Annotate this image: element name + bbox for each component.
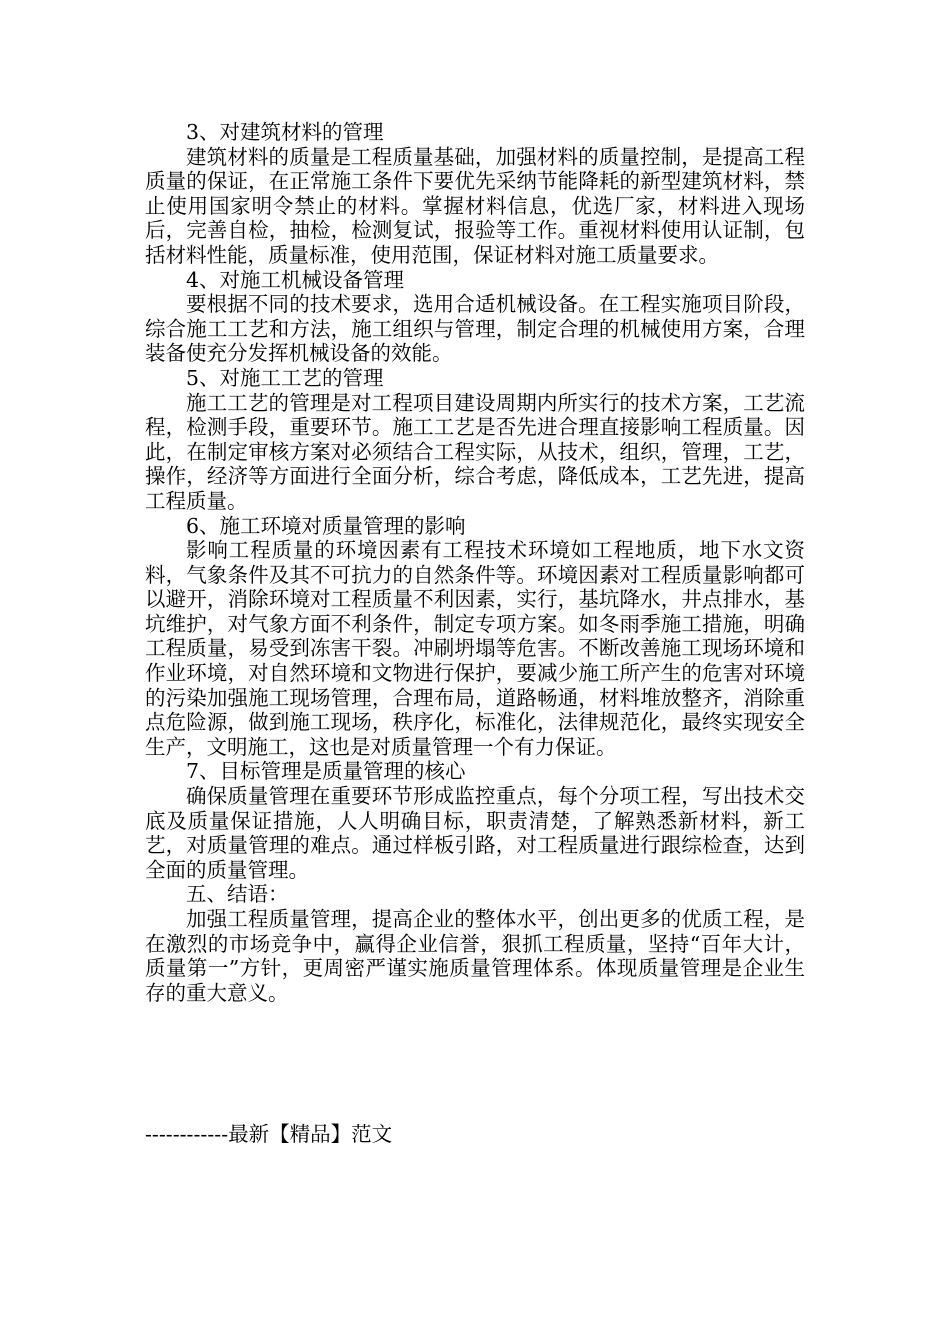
section-heading-6: 6、施工环境对质量管理的影响 bbox=[186, 513, 466, 538]
section-heading-4: 4、对施工机械设备管理 bbox=[186, 267, 405, 292]
section-paragraph-4: 要根据不同的技术要求，选用合适机械设备。在工程实施项目阶段，综合施工工艺和方法，施工组织与管理，制定合理的机械使用方案，合理装备使充分发挥机械设备的效能。 bbox=[145, 292, 805, 366]
section-paragraph-6: 影响工程质量的环境因素有工程技术环境如工程地质，地下水文资料，气象条件及其不可抗力的自然条件等。环境因素对工程质量影响都可以避开，消除环境对工程质量不利因素，实行，基坑降水，井点排水，基坑维护，对气象方面不利条件，制定专项方案。如冬雨季施工措施，明确工程质量，易受到冻害干裂。冲刷坍塌等危害。不断改善施工现场环境和作业环境，对自然环境和文物进行保护，要减少施工所产生的危害对环境的污染加强施工现场管理，合理布局，道路畅通，材料堆放整齐，消除重点危险源，做到施工现场，秩序化，标准化，法律规范化，最终实现安全生产，文明施工，这也是对质量管理一个有力保证。 bbox=[145, 538, 805, 759]
section-paragraph-7: 确保质量管理在重要环节形成监控重点，每个分项工程，写出技术交底及质量保证措施，人人明确目标，职责清楚，了解熟悉新材料，新工艺，对质量管理的难点。通过样板引路，对工程质量进行跟综检查，达到全面的质量管理。 bbox=[145, 784, 805, 882]
conclusion-heading: 五、结语： bbox=[186, 882, 289, 907]
conclusion-paragraph: 加强工程质量管理，提高企业的整体水平，创出更多的优质工程，是在激烈的市场竞争中，赢得企业信誉，狠抓工程质量，坚持“百年大计，质量第一”方针，更周密严谨实施质量管理体系。体现质量管理是企业生存的重大意义。 bbox=[145, 907, 805, 1005]
section-paragraph-5: 施工工艺的管理是对工程项目建设周期内所实行的技术方案，工艺流程，检测手段，重要环节。施工工艺是否先进合理直接影响工程质量。因此，在制定审核方案对必须结合工程实际，从技术，组织，管理，工艺，操作，经济等方面进行全面分析，综合考虑，降低成本，工艺先进，提高工程质量。 bbox=[145, 390, 805, 513]
section-heading-5: 5、对施工工艺的管理 bbox=[186, 365, 384, 390]
footer-note: ------------最新【精品】范文 bbox=[145, 1122, 393, 1146]
document-body bbox=[145, 120, 805, 1005]
section-heading-3: 3、对建筑材料的管理 bbox=[186, 120, 384, 144]
section-heading-7: 7、目标管理是质量管理的核心 bbox=[186, 759, 466, 784]
section-paragraph-3: 建筑材料的质量是工程质量基础，加强材料的质量控制，是提高工程质量的保证，在正常施工条件下要优先采纳节能降耗的新型建筑材料，禁止使用国家明令禁止的材料。掌握材料信息，优选厂家，材料进入现场后，完善自检，抽检，检测复试，报验等工作。重视材料使用认证制，包括材料性能，质量标准，使用范围，保证材料对施工质量要求。 bbox=[145, 144, 805, 267]
